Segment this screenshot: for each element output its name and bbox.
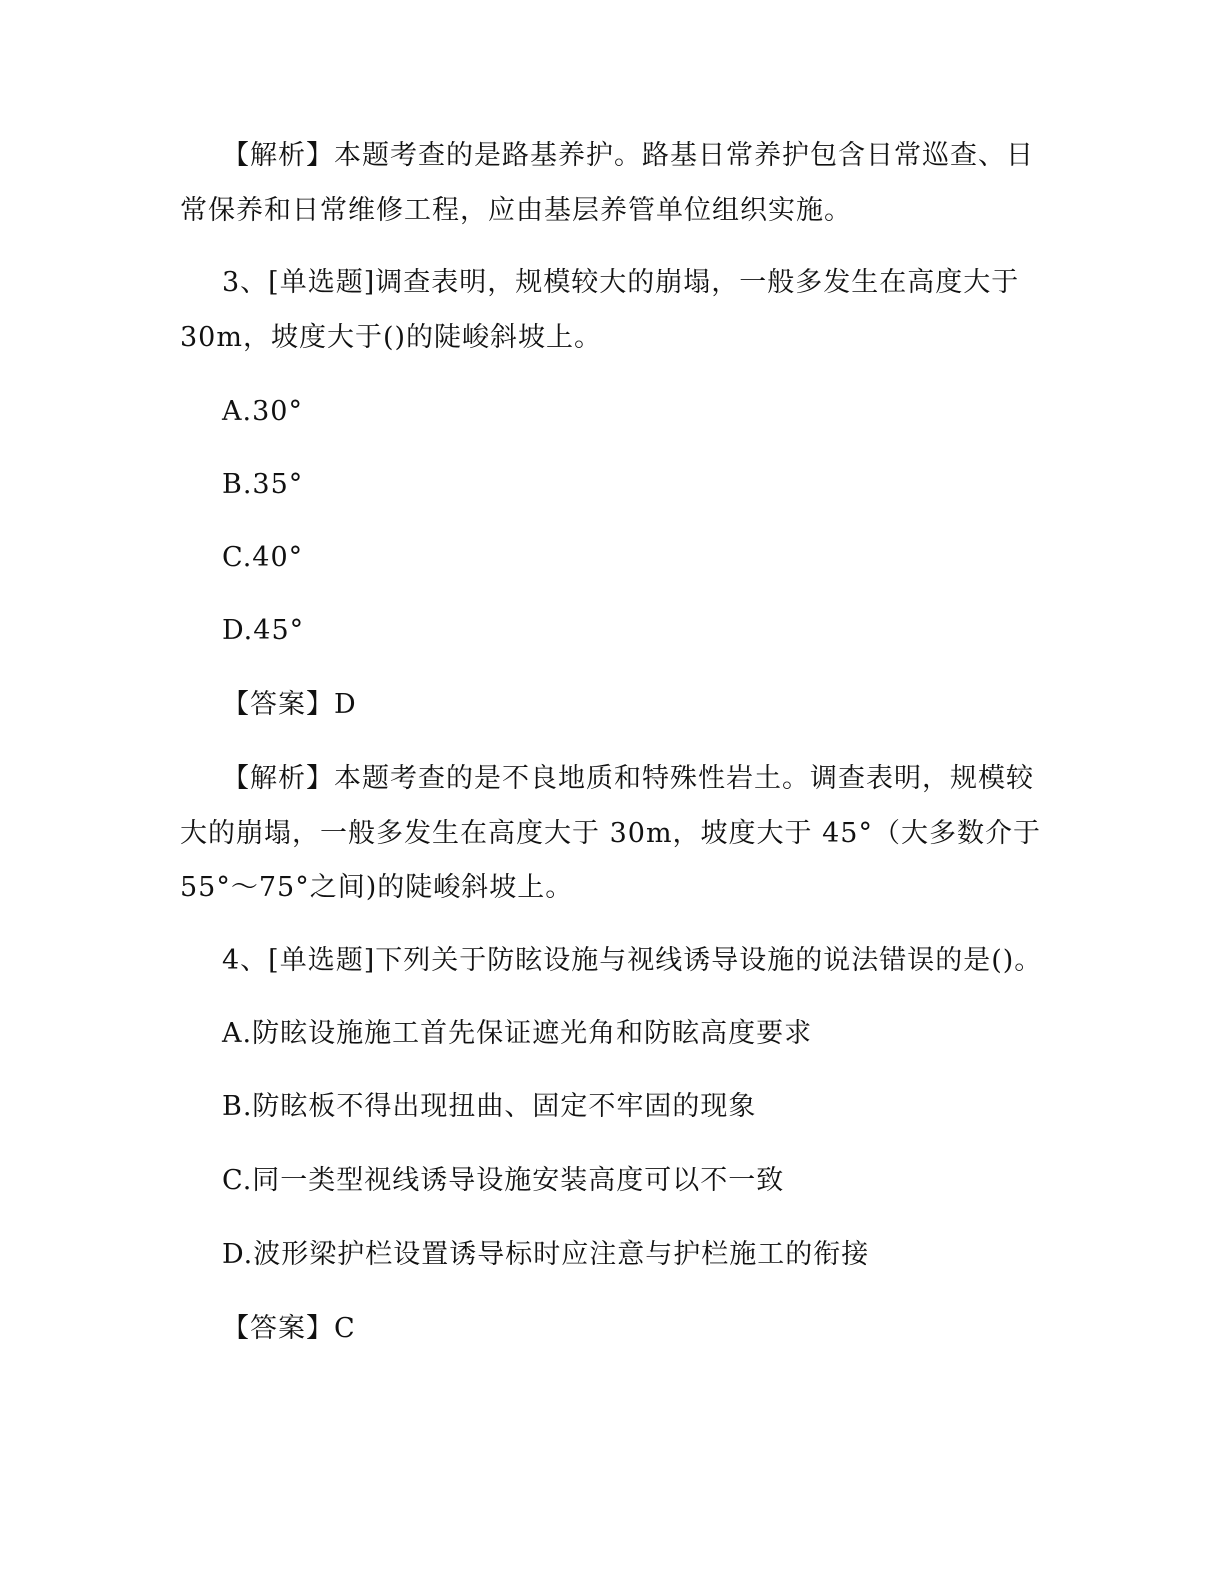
q3-stem-line-2: 30m，坡度大于()的陡峻斜坡上。	[180, 322, 603, 353]
q3-option-a: A.30°	[222, 396, 303, 427]
q3-answer: 【答案】D	[222, 689, 357, 720]
q3-option-b: B.35°	[222, 469, 304, 500]
q4-option-c: C.同一类型视线诱导设施安装高度可以不一致	[222, 1165, 785, 1196]
q2-analysis-line-1: 【解析】本题考查的是路基养护。路基日常养护包含日常巡查、日	[222, 140, 1034, 171]
q4-option-b: B.防眩板不得出现扭曲、固定不牢固的现象	[222, 1091, 757, 1122]
q3-analysis-line-1: 【解析】本题考查的是不良地质和特殊性岩土。调查表明，规模较	[222, 763, 1034, 794]
q4-option-d: D.波形梁护栏设置诱导标时应注意与护栏施工的衔接	[222, 1239, 870, 1270]
q3-analysis-line-3: 55°～75°之间)的陡峻斜坡上。	[180, 872, 574, 903]
q3-analysis-line-2: 大的崩塌，一般多发生在高度大于 30m，坡度大于 45°（大多数介于	[180, 818, 1041, 849]
q3-stem-line-1: 3、[单选题]调查表明，规模较大的崩塌，一般多发生在高度大于	[222, 267, 1020, 298]
q4-stem: 4、[单选题]下列关于防眩设施与视线诱导设施的说法错误的是()。	[222, 945, 1043, 976]
q4-option-a: A.防眩设施施工首先保证遮光角和防眩高度要求	[222, 1018, 813, 1049]
q3-option-c: C.40°	[222, 542, 304, 573]
q4-answer: 【答案】C	[222, 1313, 356, 1344]
q3-option-d: D.45°	[222, 615, 305, 646]
q2-analysis-line-2: 常保养和日常维修工程，应由基层养管单位组织实施。	[180, 195, 852, 226]
